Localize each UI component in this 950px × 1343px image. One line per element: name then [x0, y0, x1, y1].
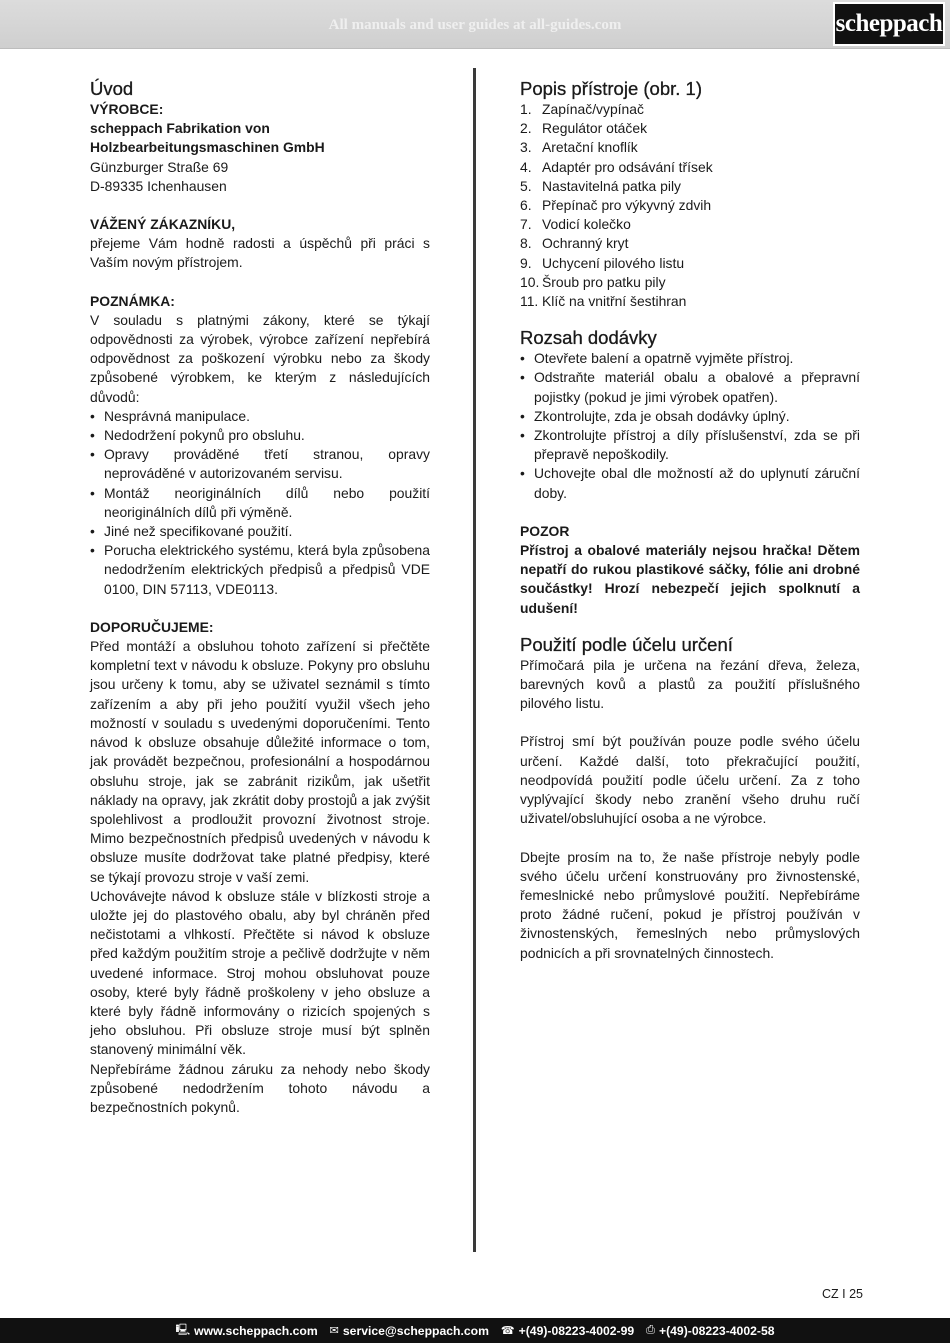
scope-title: Rozsah dodávky [520, 327, 657, 349]
use-title: Použití podle účelu určení [520, 633, 733, 655]
envelope-icon: ✉ [329, 1325, 339, 1337]
caution-text: Přístroj a obalové materiály nejsou hračka! Dětem nepatří do rukou plastikové sáčky, fólie ani drobné součástky! Hrozí nebezpečí jejich spolknutí a udušení! [520, 542, 860, 616]
monitor-icon: 🖳 [175, 1324, 191, 1336]
list-item: 10. Šroub pro patku pily [520, 273, 666, 290]
manufacturer-label: VÝROBCE: [90, 101, 164, 117]
footer-email[interactable]: ✉ service@scheppach.com [329, 1323, 489, 1338]
list-item: • Zkontrolujte, zda je obsah dodávky úplný. [520, 407, 860, 426]
scheppach-logo: scheppach [833, 2, 945, 46]
list-item: 5. Nastavitelná patka pily [520, 177, 681, 194]
list-item: 8. Ochranný kryt [520, 235, 629, 252]
list-item: 3. Aretační knoflík [520, 139, 638, 156]
use-paragraph-1: Přímočará pila je určena na řezání dřeva, železa, barevných kovů a plastů za použití příslušného pilového listu. [520, 656, 860, 712]
dear-text: přejeme Vám hodně radosti a úspěchů při práci s Vaším novým přístrojem. [90, 235, 430, 271]
list-item: • Montáž neoriginálních dílů nebo použití neoriginálních dílů při výměně. [90, 484, 430, 522]
street: Günzburger Straße 69 [90, 158, 229, 175]
footer [0, 1318, 950, 1343]
list-item: • Otevřete balení a opatrně vyjměte přístroj. [520, 349, 860, 368]
watermark: All manuals and user guides at all-guides.com [328, 17, 622, 33]
list-item: 1. Zapínač/vypínač [520, 101, 644, 117]
list-item: • Nesprávná manipulace. [90, 407, 430, 426]
parts-list [520, 100, 860, 311]
list-item: • Odstraňte materiál obalu a obalové a přepravní pojistky (pokud je jimi výrobek opatřen). [520, 368, 860, 406]
use-paragraph-2: Přístroj smí být používán pouze podle svého účelu určení. Každé další, toto překračující použití, neodpovídá použití podle účelu určení. Za z toho vyplývající škody nebo zranění všeho druhu ručí uživatel/obsluhující osoba a ne výrobce. [520, 733, 860, 827]
list-item: 9. Uchycení pilového listu [520, 254, 685, 271]
note-label: POZNÁMKA: [90, 292, 175, 309]
scope-list [520, 349, 860, 503]
recommend-label: DOPORUČUJEME: [90, 618, 214, 635]
company-line1: scheppach Fabrikation von [90, 120, 270, 137]
note-list [90, 407, 430, 599]
footer-website[interactable]: 🖳 www.scheppach.com [175, 1321, 317, 1340]
footer-phone: ☎ +(49)-08223-4002-99 [500, 1323, 635, 1338]
left-column [90, 78, 430, 1117]
top-bar [0, 0, 950, 49]
recommend-paragraph-2: Uchovávejte návod k obsluze stále v blízkosti stroje a uložte jej do plastového obalu, aby byl chráněn před nečistotami a vlhkostí. Přečtěte si návod k obsluze před každým použitím stroje a pečlivě dodržujte v něm uvedené informace. Stroj mohou obsluhovat pouze osoby, které byly řádně proškoleny v jeho obsluze a které byly řádně informovány o rizicích spojených s jeho obsluhou. Při obsluze stroje musí být splněn stanovený minimální věk. [90, 887, 430, 1058]
list-item: • Opravy prováděné třetí stranou, opravy neprováděné v autorizovaném servisu. [90, 445, 430, 483]
right-column [520, 78, 860, 963]
city: D-89335 Ichenhausen [90, 177, 227, 194]
note-text: V souladu s platnými zákony, které se týkají odpovědnosti za výrobek, výrobce zařízení nepřebírá odpovědnost za poškození výrobku nebo za škody způsobené výrobkem, ke kterým z následujících důvodů: [90, 311, 430, 405]
intro-title: Úvod [90, 78, 134, 99]
list-item: • Jiné než specifikované použití. [90, 522, 430, 541]
phone-icon: ☎ [500, 1325, 515, 1337]
list-item: 4. Adaptér pro odsávání třísek [520, 158, 713, 175]
recommend-paragraph-3: Nepřebíráme žádnou záruku za nehody nebo škody způsobené nedodržením tohoto návodu a bezpečnostních pokynů. [90, 1060, 430, 1115]
description-title: Popis přístroje (obr. 1) [520, 78, 702, 99]
list-item: • Uchovejte obal dle možností až do uplynutí záruční doby. [520, 464, 860, 502]
list-item: • Zkontrolujte přístroj a díly příslušenství, zda se při přepravě nepoškodily. [520, 426, 860, 464]
list-item: • Porucha elektrického systému, která byla způsobena nedodržením elektrických předpisů a předpisů VDE 0100, DIN 57113, VDE0113. [90, 541, 430, 599]
footer-fax: ⎙ +(49)-08223-4002-58 [646, 1323, 775, 1338]
recommend-paragraph-1: Před montáží a obsluhou tohoto zařízení si přečtěte kompletní text v návodu k obsluze. Pokyny pro obsluhu jsou určeny k tomu, aby se uživatel seznámil s tímto zařízením a aby při jeho použití využil všech jeho možností v souladu s uvedenými doporučeními. Tento návod k obsluze obsahuje důležité informace o tom, jak provádět bezpečnou, profesionální a hospodárnou obsluhu stroje, jak se zabránit rizikům, jak ušetřit náklady na opravy, jak zkrátit doby prostojů a jak zvýšit spolehlivost a prodloužit provozní životnost stroje. Mimo bezpečnostních předpisů uvedených v návodu k obsluze musíte dodržovat take platné předpisy, které se týkají provozu stroje v vaší zemi. [90, 638, 430, 885]
list-item: 6. Přepínač pro výkyvný zdvih [520, 197, 712, 214]
caution-label: POZOR [520, 522, 570, 539]
list-item: 7. Vodicí kolečko [520, 216, 631, 233]
page-number: CZ I 25 [822, 1287, 863, 1301]
list-item: 11. Klíč na vnitřní šestihran [520, 293, 687, 310]
column-divider [473, 68, 476, 1252]
company-line2: Holzbearbeitungsmaschinen GmbH [90, 139, 325, 156]
list-item: 2. Regulátor otáček [520, 120, 648, 137]
dear-label: VÁŽENÝ ZÁKAZNÍKU, [90, 216, 236, 233]
list-item: • Nedodržení pokynů pro obsluhu. [90, 426, 430, 445]
use-paragraph-3: Dbejte prosím na to, že naše přístroje nebyly podle svého účelu určení konstruovány pro živnostenské, řemeslnické nebo průmyslové použití. Nepřebíráme proto žádné ručení, pokud je přístroj používán v živnostenských, řemeslných nebo průmyslových podnicích a při srovnatelných činnostech. [520, 848, 860, 961]
fax-icon: ⎙ [646, 1324, 655, 1336]
